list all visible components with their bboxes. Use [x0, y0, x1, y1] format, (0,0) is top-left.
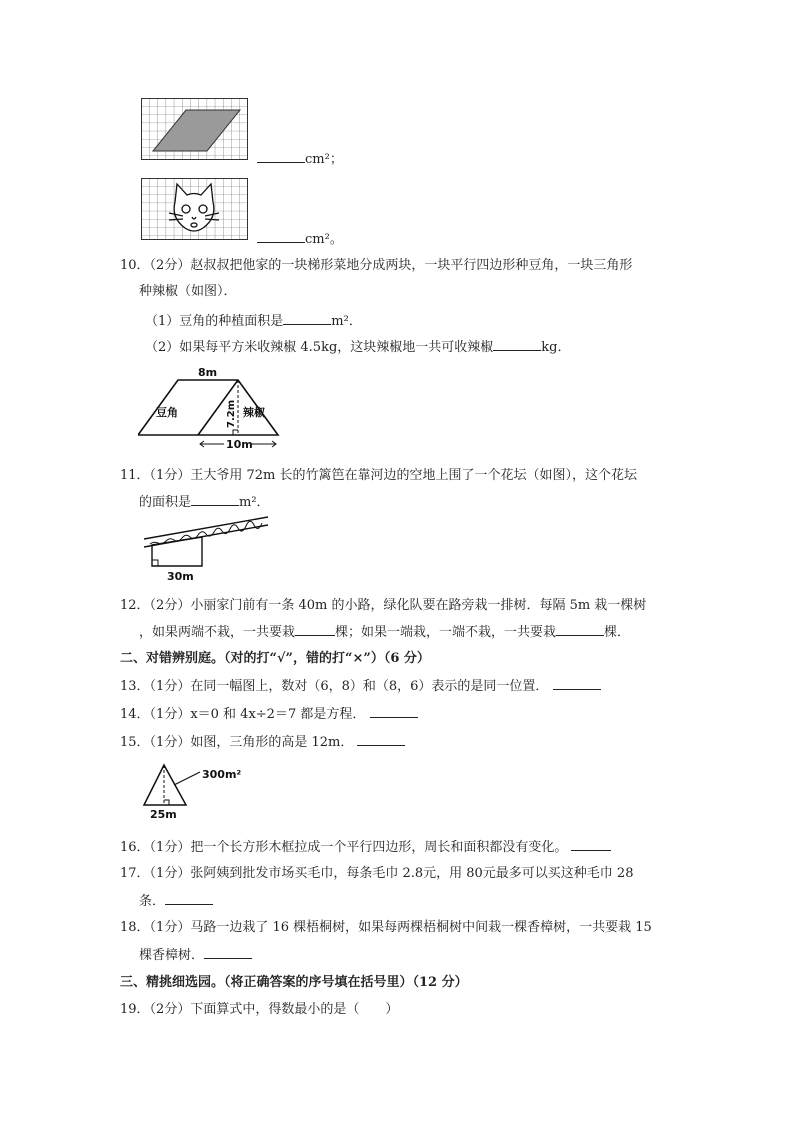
q18-line1: 18．（1分）马路一边栽了 16 棵梧桐树，如果每两棵梧桐树中间栽一棵香樟树，一共要栽 15	[120, 920, 652, 935]
q11-line2: 的面积是 m²．	[139, 495, 270, 510]
q18-blank[interactable]	[204, 946, 252, 959]
q17-line1: 17．（1分）张阿姨到批发市场买毛巾，每条毛巾 2.8元，用 80元最多可以买这种毛巾 28	[120, 866, 634, 881]
q12-line2: ，如果两端不栽，一共要栽 棵；如果一端栽，一端不栽，一共要栽 棵．	[139, 625, 631, 640]
q12-blank-1[interactable]	[295, 623, 335, 636]
q14-blank[interactable]	[370, 705, 418, 718]
doujiao-label: 豆角	[156, 406, 178, 419]
q11-line1: 11．（1分）王大爷用 72m 长的竹篱笆在靠河边的空地上围了一个花坛（如图），这个花坛	[120, 468, 637, 483]
trapezoid-bottom-label: 10m	[226, 438, 253, 451]
q15: 15．（1分）如图，三角形的高是 12m．	[120, 733, 405, 752]
section-3-heading: 三、精挑细选园。（将正确答案的序号填在括号里）（12 分）	[120, 975, 468, 990]
q10-sub2: （2）如果每平方米收辣椒 4.5kg，这块辣椒地一共可收辣椒 kg．	[145, 340, 571, 355]
q18-line2: 棵香樟树．	[139, 946, 252, 965]
trapezoid-top-label: 8m	[198, 366, 218, 379]
q10-sub1: （1）豆角的种植面积是 m²．	[145, 314, 362, 329]
q9-answer-1: cm²；	[257, 150, 343, 169]
q12-blank-2[interactable]	[556, 623, 604, 636]
q15-blank[interactable]	[357, 733, 405, 746]
q10-line1: 10．（2分）赵叔叔把他家的一块梯形菜地分成两块，一块平行四边形种豆角，一块三角形	[120, 258, 633, 273]
q16-blank[interactable]	[571, 838, 611, 851]
q10-blank-1[interactable]	[283, 312, 331, 325]
triangle-area-label: 300m²	[202, 768, 242, 781]
q10-blank-2[interactable]	[493, 338, 541, 351]
q19: 19．（2分）下面算式中，得数最小的是（ ）	[120, 1002, 399, 1017]
riverside-garden-figure	[140, 515, 272, 585]
q9-answer-2: cm²。	[257, 230, 343, 249]
lajiao-label: 辣椒	[243, 406, 265, 419]
triangle-base-label: 25m	[150, 808, 177, 820]
grid-cat-figure	[141, 178, 248, 240]
q13-blank[interactable]	[553, 677, 601, 690]
q17-blank[interactable]	[165, 892, 213, 905]
river-wave	[150, 521, 262, 544]
q11-blank[interactable]	[191, 493, 239, 506]
q10-line2: 种辣椒（如图）．	[139, 284, 237, 299]
trapezoid-height-label: 7.2m	[226, 399, 237, 428]
triangle-figure	[140, 758, 250, 820]
garden-bottom-label: 30m	[167, 570, 194, 583]
grid-parallelogram-figure	[141, 98, 248, 160]
q9-blank-1[interactable]	[257, 150, 305, 163]
q17-line2: 条．	[139, 892, 213, 911]
trapezoid-figure	[138, 364, 288, 454]
q16: 16．（1分）把一个长方形木框拉成一个平行四边形，周长和面积都没有变化。	[120, 838, 611, 857]
q12-line1: 12．（2分）小丽家门前有一条 40m 的小路，绿化队要在路旁栽一排树．每隔 5m 栽一棵树	[120, 598, 647, 613]
section-2-heading: 二、对错辨别庭。（对的打“√”，错的打“×”）（6 分）	[120, 651, 430, 666]
q14: 14．（1分）x＝0 和 4x÷2＝7 都是方程．	[120, 705, 418, 724]
q13: 13．（1分）在同一幅图上，数对（6，8）和（8，6）表示的是同一位置．	[120, 677, 601, 696]
q9-blank-2[interactable]	[257, 230, 305, 243]
